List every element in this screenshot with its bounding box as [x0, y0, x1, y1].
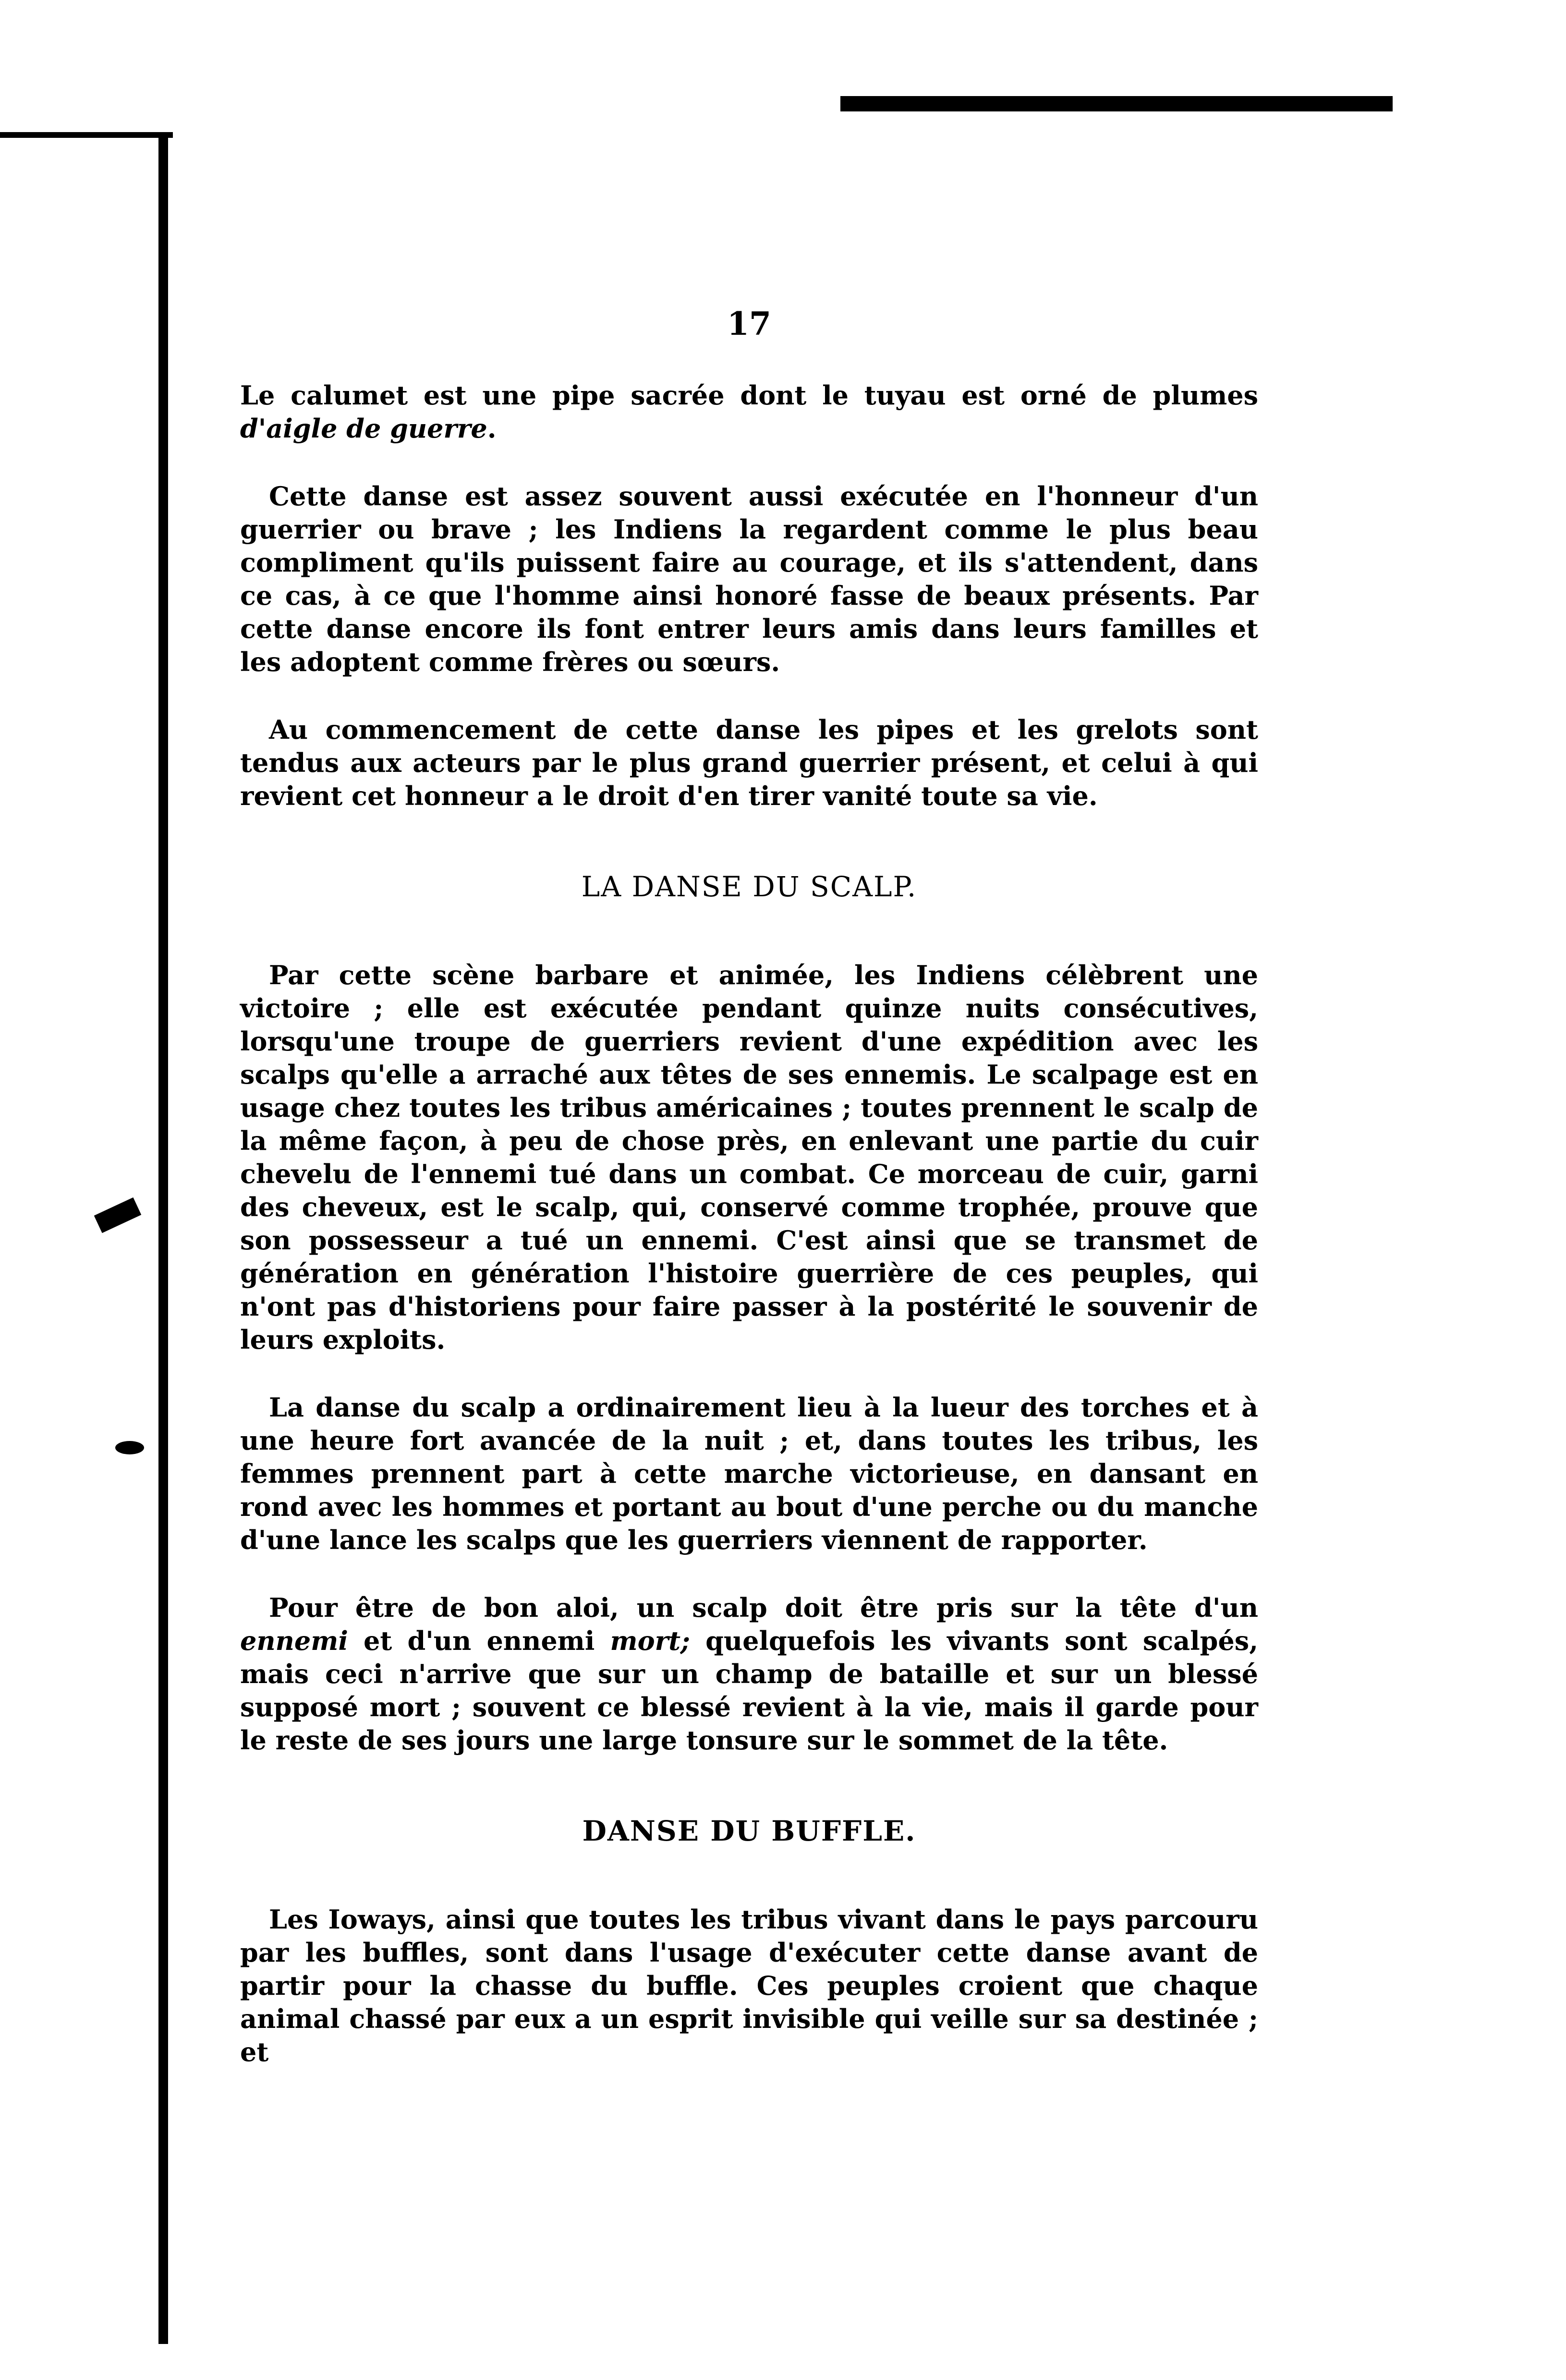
page-content	[240, 307, 1258, 2103]
scan-smudge	[94, 1197, 141, 1233]
scan-edge-left	[158, 134, 168, 2344]
scan-edge-top-left	[0, 132, 173, 138]
paragraph-guerrier: Cette danse est assez souvent aussi exécutée en l'honneur d'un guerrier ou brave ; les Indiens la regardent comme le plus beau compliment qu'ils puissent faire au courage, et ils s'attendent, dans ce cas, à ce que l'homme ainsi honoré fasse de beaux présents. Par cette danse encore ils font entrer leurs amis dans leurs familles et les adoptent comme frères ou sœurs.	[240, 481, 1258, 677]
page-number: 17	[727, 305, 771, 342]
heading-danse-du-buffle: DANSE DU BUFFLE.	[582, 1815, 916, 1847]
paragraph-commencement: Au commencement de cette danse les pipes et les grelots sont tendus aux acteurs par le plus grand guerrier présent, et celui à qui revient cet honneur a le droit d'en tirer vanité toute sa vie.	[240, 714, 1258, 811]
paragraph-scalp-1: Par cette scène barbare et animée, les Indiens célèbrent une victoire ; elle est exécutée pendant quinze nuits consécutives, lorsqu'une troupe de guerriers revient d'une expédition avec les scalps qu'elle a arraché aux têtes de ses ennemis. Le scalpage est en usage chez toutes les tribus américaines ; toutes prennent le scalp de la même façon, à peu de chose près, en enlevant une partie du cuir chevelu de l'ennemi tué dans un combat. Ce morceau de cuir, garni des cheveux, est le scalp, qui, conservé comme trophée, prouve que son possesseur a tué un ennemi. C'est ainsi que se transmet de génération en génération l'histoire guerrière de ces peuples, qui n'ont pas d'historiens pour faire passer à la postérité le souvenir de leurs exploits.	[240, 960, 1258, 1355]
paragraph-scalp-2: La danse du scalp a ordinairement lieu à la lueur des torches et à une heure fort avancée de la nuit ; et, dans toutes les tribus, les femmes prennent part à cette marche victorieuse, en dansant en rond avec les hommes et portant au bout d'une perche ou du manche d'une lance les scalps que les guerriers viennent de rapporter.	[240, 1392, 1258, 1555]
heading-danse-du-scalp: LA DANSE DU SCALP.	[581, 870, 917, 903]
paragraph-scalp-3: Pour être de bon aloi, un scalp doit être pris sur la tête d'un ennemi et d'un ennemi mort; quelquefois les vivants sont scalpés, mais ceci n'arrive que sur un champ de bataille et sur un blessé supposé mort ; souvent ce blessé revient à la vie, mais il garde pour le reste de ses jours une large tonsure sur le sommet de la tête.	[240, 1592, 1258, 1756]
paragraph-calumet: Le calumet est une pipe sacrée dont le tuyau est orné de plumes d'aigle de guerre.	[240, 380, 1258, 444]
scan-smudge	[115, 1441, 144, 1454]
scan-edge-top	[840, 96, 1393, 111]
paragraph-buffle: Les Ioways, ainsi que toutes les tribus vivant dans le pays parcouru par les buffles, sont dans l'usage d'exécuter cette danse avant de partir pour la chasse du buffle. Ces peuples croient que chaque animal chassé par eux a un esprit invisible qui veille sur sa destinée ; et	[240, 1904, 1258, 2067]
